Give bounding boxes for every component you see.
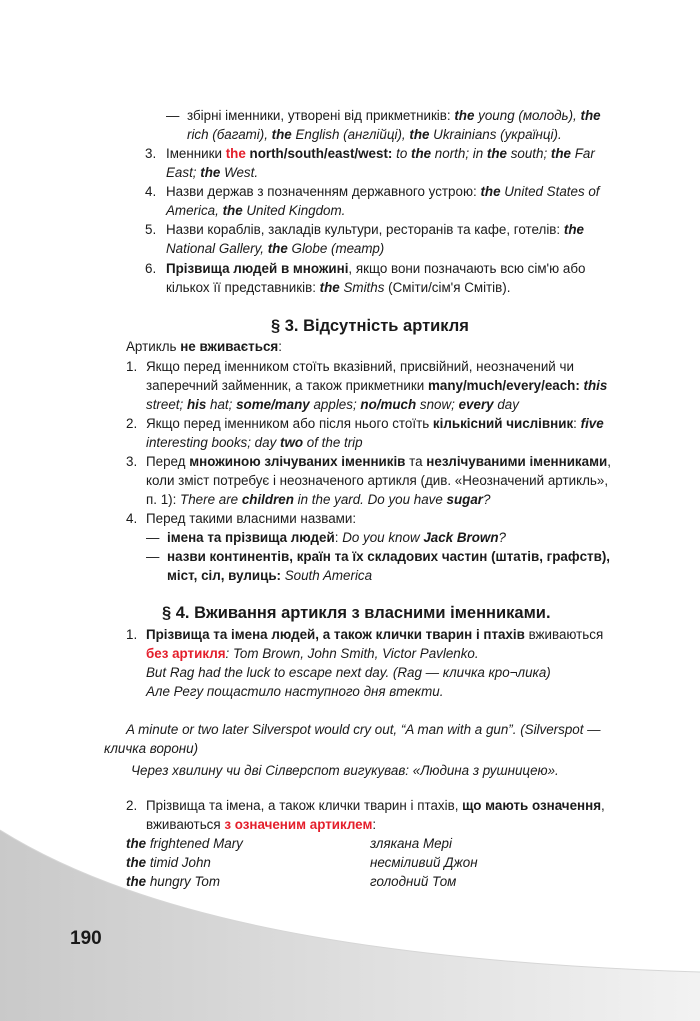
- example-uk: злякана Мері: [370, 836, 452, 851]
- names-without-article-line-2: без артикля: Tom Brown, John Smith, Victor Pavlenko.: [146, 646, 479, 661]
- dash-bullet: —: [166, 108, 180, 123]
- rag-translation: Але Регу пощастило наступного дня втекти.: [146, 684, 444, 699]
- example-en: the frightened Mary: [126, 836, 243, 851]
- numeral-rule-line-1: Якщо перед іменником або після нього стоїть кількісний числівник: five: [146, 416, 604, 431]
- states-line-1: Назви держав з позначенням державного устрою: the United States of: [166, 184, 600, 199]
- ships-line-2: National Gallery, the Globe (театр): [166, 241, 385, 256]
- pronoun-rule-line-3: street; his hat; some/many apples; no/much snow; every day: [146, 397, 519, 412]
- silverspot-quote-line-1: A minute or two later Silverspot would cry out, “A man with a gun”. (Silverspot —: [126, 722, 601, 737]
- item-number: 1.: [126, 359, 138, 374]
- item-number: 4.: [126, 511, 138, 526]
- states-line-2: America, the United Kingdom.: [166, 203, 346, 218]
- item-number: 1.: [126, 627, 138, 642]
- geography-subitem-line-1: назви континентів, країн та їх складових частин (штатів, графств),: [167, 549, 611, 564]
- rag-example: But Rag had the luck to escape next day. (Rag — кличка кро¬лика): [146, 665, 551, 680]
- names-subitem: імена та прізвища людей: Do you know Jack Brown?: [167, 530, 506, 545]
- names-without-article-line-1: Прізвища та імена людей, а також клички тварин і птахів вживаються: [146, 627, 604, 642]
- proper-names-intro: Перед такими власними назвами:: [146, 511, 357, 526]
- section-3-heading: § 3. Відсутність артикля: [271, 317, 469, 335]
- ships-line-1: Назви кораблів, закладів культури, ресторанів та кафе, готелів: the: [166, 222, 584, 237]
- example-uk: несміливий Джон: [370, 855, 478, 870]
- collective-nouns-line-2: rich (багаті), the English (англійці), the Ukrainians (українці).: [187, 127, 562, 142]
- plural-rule-line-3: п. 1): There are children in the yard. Do you have sugar?: [146, 492, 491, 507]
- dash-bullet: —: [146, 530, 160, 545]
- item-number: 2.: [126, 798, 138, 813]
- section-3-intro: Артикль не вживається:: [126, 339, 282, 354]
- geography-subitem-line-2: міст, сіл, вулиць: South America: [167, 568, 373, 583]
- dash-bullet: —: [146, 549, 160, 564]
- example-en: the hungry Tom: [126, 874, 221, 889]
- item-number: 2.: [126, 416, 138, 431]
- item-number: 4.: [145, 184, 157, 199]
- pronoun-rule-line-1: Якщо перед іменником стоїть вказівний, присвійний, неозначений чи: [146, 359, 574, 374]
- numeral-rule-line-2: interesting books; day two of the trip: [146, 435, 363, 450]
- directions-line-2: East; the West.: [166, 165, 259, 180]
- item-number: 3.: [126, 454, 138, 469]
- example-en: the timid John: [126, 855, 211, 870]
- names-with-article-line-1: Прізвища та імена, а також клички тварин і птахів, що мають означення,: [146, 798, 605, 813]
- directions-line-1: Іменники the north/south/east/west: to the north; in the south; the Far: [166, 146, 595, 161]
- collective-nouns-line-1: збірні іменники, утворені від прикметників: the young (молодь), the: [187, 108, 601, 123]
- item-number: 5.: [145, 222, 157, 237]
- example-uk: голодний Том: [370, 874, 457, 889]
- names-with-article-line-2: вживаються з означеним артиклем:: [146, 817, 377, 832]
- surnames-line-1: Прізвища людей в множині, якщо вони позначають всю сім'ю або: [166, 261, 586, 276]
- silverspot-quote-line-2: кличка ворони): [104, 741, 199, 756]
- item-number: 6.: [145, 261, 157, 276]
- page-number: 190: [70, 928, 102, 949]
- section-4-heading: § 4. Вживання артикля з власними іменниками.: [162, 604, 551, 622]
- plural-rule-line-2: коли зміст потребує і неозначеного артикля (див. «Неозначений артикль»,: [146, 473, 609, 488]
- item-number: 3.: [145, 146, 157, 161]
- silverspot-translation: Через хвилину чи дві Сілверспот вигукував: «Людина з рушницею».: [131, 763, 559, 778]
- plural-rule-line-1: Перед множиною злічуваних іменників та незлічуваними іменниками,: [146, 454, 611, 469]
- pronoun-rule-line-2: заперечний займенник, а також прикметники many/much/every/each: this: [146, 378, 608, 393]
- surnames-line-2: кількох її представників: the Smiths (Сміти/сім'я Смітів).: [166, 280, 511, 295]
